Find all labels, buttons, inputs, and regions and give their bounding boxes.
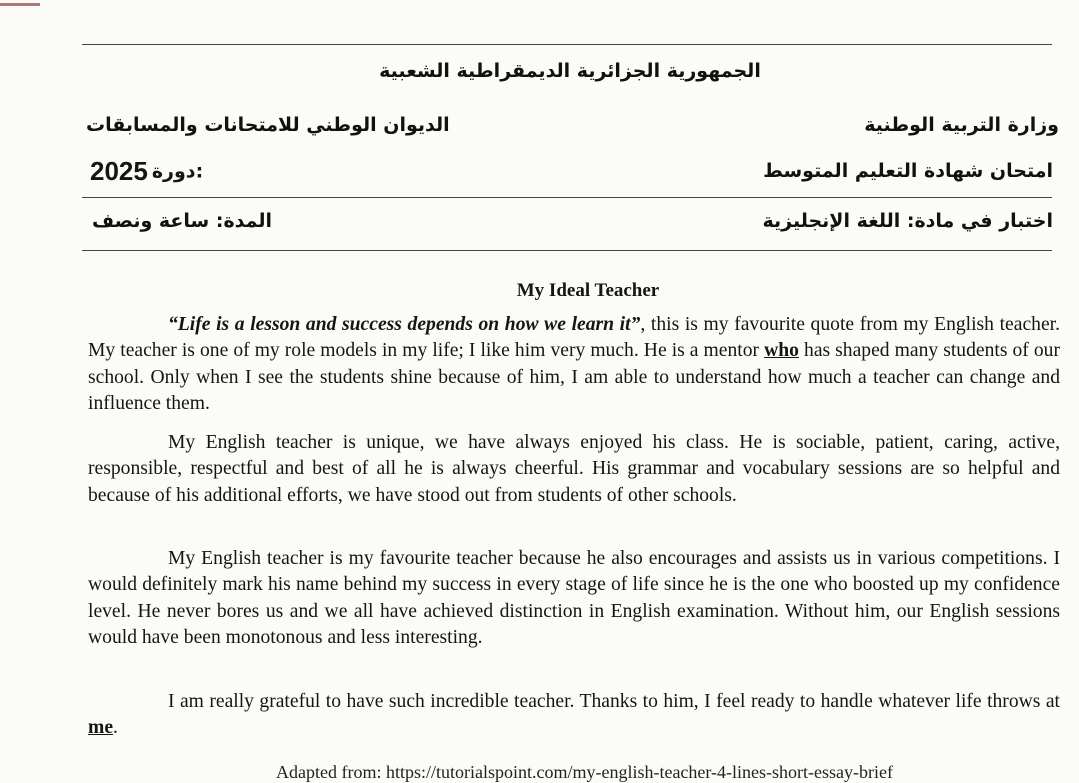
bottom-rule xyxy=(82,250,1052,251)
session-label: دورة: xyxy=(151,160,204,183)
paragraph-4 xyxy=(88,689,1060,742)
paragraph-1-text-a: , this is my favourite quote from my English teacher. My teacher is one of my role models in my life; I like him very much. He is a mentor xyxy=(88,314,1060,362)
paragraph-2 xyxy=(88,430,1060,509)
middle-rule xyxy=(82,197,1052,198)
source-note: Adapted from: https://tutorialspoint.com/my-english-teacher-4-lines-short-essay-brief xyxy=(276,762,893,782)
paragraph-1 xyxy=(88,312,1060,417)
duration-label: المدة: ساعة ونصف xyxy=(92,210,273,232)
subject-label: اختبار في مادة: اللغة الإنجليزية xyxy=(762,210,1053,232)
top-rule xyxy=(82,44,1052,45)
underlined-me: me xyxy=(88,717,114,739)
exam-label: امتحان شهادة التعليم المتوسط xyxy=(763,160,1053,182)
paragraph-1-text-b: has shaped many students of our school. Only when I see the students shine because of him, I am able to understand how much a teacher can change and influence them. xyxy=(88,340,1060,414)
paragraph-2-text: My English teacher is unique, we have always enjoyed his class. He is sociable, patient, caring, active, responsible, respectful and best of all he is always cheerful. His grammar and vocabulary sessions are so helpful and because of his additional efforts, we have stood out from students of other schools. xyxy=(88,432,1060,506)
text-title: My Ideal Teacher xyxy=(516,280,660,301)
paragraph-3-text: My English teacher is my favourite teacher because he also encourages and assists us in various competitions. I would definitely mark his name behind my success in every stage of life since he is the one who boosted up my confidence level. He never bores us and we all have achieved distinction in English examination. Without him, our English sessions would have been monotonous and less interesting. xyxy=(88,548,1060,648)
edge-mark xyxy=(0,3,40,6)
underlined-who: who xyxy=(764,340,799,362)
quote: “Life is a lesson and success depends on how we learn it” xyxy=(168,314,641,335)
office-label: الديوان الوطني للامتحانات والمسابقات xyxy=(86,114,450,136)
paragraph-3 xyxy=(88,546,1060,651)
republic-heading: الجمهورية الجزائرية الديمقراطية الشعبية xyxy=(379,60,761,82)
paragraph-4-text-a: I am really grateful to have such incredible teacher. Thanks to him, I feel ready to handle whatever life throws at xyxy=(168,691,1060,712)
paragraph-4-text-b: . xyxy=(113,717,118,739)
session-info xyxy=(90,156,203,187)
ministry-label: وزارة التربية الوطنية xyxy=(864,114,1059,136)
session-year: 2025 xyxy=(90,156,148,186)
